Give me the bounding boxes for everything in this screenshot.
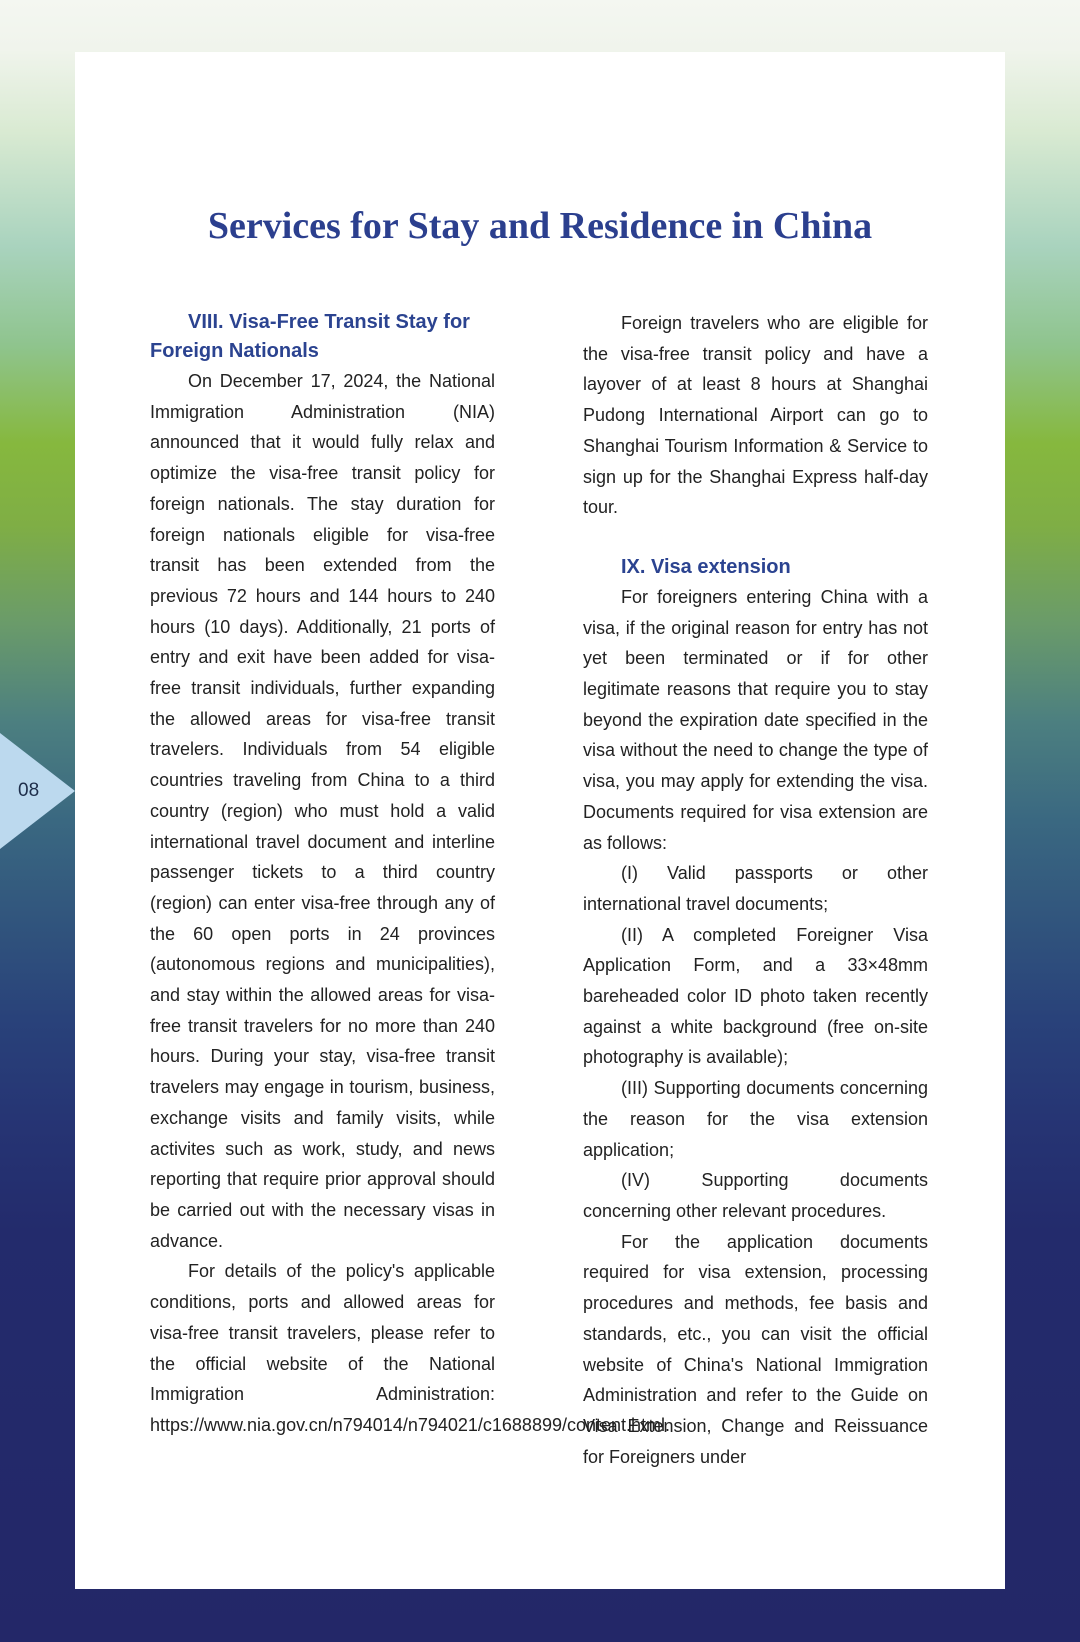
section-ix-item-3: (III) Supporting documents concerning the reason for the visa extension application; <box>583 1078 928 1160</box>
left-column <box>150 308 671 1441</box>
right-column <box>583 308 928 1474</box>
section-ix-item-2: (II) A completed Foreigner Visa Application Form, and a 33×48mm bareheaded color ID photo taken recently against a white background (free on-site photography is available); <box>583 924 928 1068</box>
section-ix-intro: For foreigners entering China with a visa, if the original reason for entry has not yet been terminated or if for other legitimate reasons that require you to stay beyond the expiration date specified in the visa without the need to change the type of visa, you may apply for extending the visa. Documents required for visa extension are as follows: <box>583 586 928 853</box>
section-viii-paragraph-2: For details of the policy's applicable conditions, ports and allowed areas for visa-free transit travelers, please refer to the official website of the National Immigration Administration: https://www.nia.gov.cn/n794014/n794021/c1688899/content.html. <box>150 1261 671 1435</box>
page-title: Services for Stay and Residence in China <box>207 205 873 247</box>
page-number: 08 <box>18 780 40 801</box>
section-ix-item-1: (I) Valid passports or other international travel documents; <box>583 863 928 914</box>
section-spacer <box>583 523 928 553</box>
section-viii-paragraph-3: Foreign travelers who are eligible for the visa-free transit policy and have a layover of at least 8 hours at Shanghai Pudong International Airport can go to Shanghai Tourism Information & Service to sign up for the Shanghai Express half-day tour. <box>583 313 928 518</box>
section-viii-heading: VIII. Visa-Free Transit Stay for Foreign Nationals <box>150 311 470 362</box>
section-ix-item-4: (IV) Supporting documents concerning other relevant procedures. <box>583 1170 928 1221</box>
section-ix-closing: For the application documents required for visa extension, processing procedures and methods, fee basis and standards, etc., you can visit the official website of China's National Immigration Administration and refer to the Guide on Visa Extension, Change and Reissuance for Foreigners under <box>583 1231 928 1467</box>
section-viii-paragraph-1: On December 17, 2024, the National Immigration Administration (NIA) announced that it would fully relax and optimize the visa-free transit policy for foreign nationals. The stay duration for foreign nationals eligible for visa-free transit has been extended from the previous 72 hours and 144 hours to 240 hours (10 days). Additionally, 21 ports of entry and exit have been added for visa-free transit individuals, further expanding the allowed areas for visa-free transit travelers. Individuals from 54 eligible countries traveling from China to a third country (region) who must hold a valid international travel document and interline passenger tickets to a third country (region) can enter visa-free through any of the 60 open ports in 24 provinces (autonomous regions and municipalities), and stay within the allowed areas for visa-free transit travelers for no more than 240 hours. During your stay, visa-free transit travelers may engage in tourism, business, exchange visits and family visits, while activites such as work, study, and news reporting that require prior approval should be carried out with the necessary visas in advance. <box>150 371 495 1251</box>
section-ix-heading: IX. Visa extension <box>621 555 791 578</box>
